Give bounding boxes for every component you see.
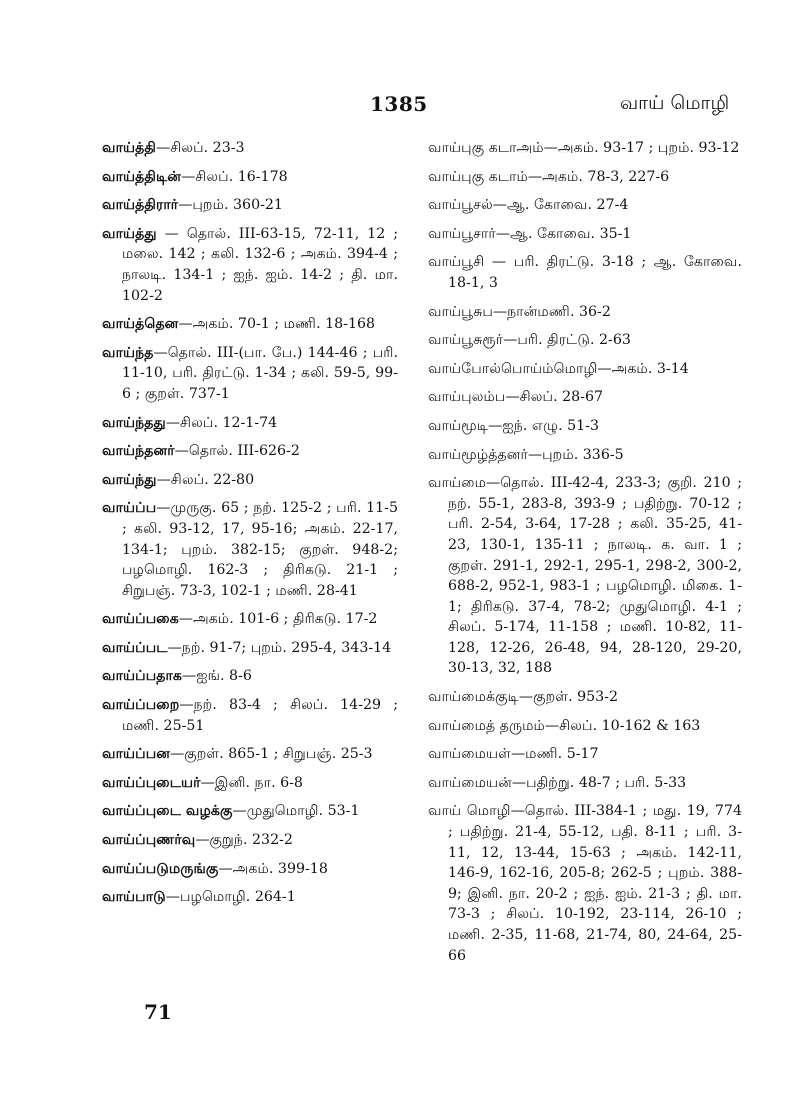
entry-headword: வாய்ப்பட [102,639,168,656]
entry-references: —சிலப். 28-67 [505,389,604,406]
entry-references: —தொல். III-(பா. பே.) 144-46 ; பரி. 11-10, பரி. திரட்டு. 1-34 ; கலி. 59-5, 99-6 ; குறள். 737-1 [122,344,398,402]
index-entry [428,445,742,466]
entry-headword: வாய்மை [428,475,486,492]
entry-headword: வாய்புலம்ப [428,389,506,406]
index-entry [428,359,742,380]
entry-references: — தொல். III-63-15, 72-11, 12 ; மலை. 142 ; கலி. 132-6 ; அகம். 394-4 ; நாலடி. 134-1 ; ஐந். ஐம். 14-2 ; தி. மா. 102-2 [122,225,398,304]
page-number: 1385 [370,92,428,116]
index-entry [102,638,398,659]
entry-headword: வாய்பூசார் [428,225,496,242]
left-column [102,138,398,916]
entry-headword: வாய்த்தி [102,140,157,156]
index-entry [428,167,742,188]
index-entry [102,666,398,687]
entry-references: —நற். 83-4 ; சிலப். 14-29 ; மணி. 25-51 [122,697,398,734]
entry-references: —புறம். 360-21 [178,197,283,214]
footer-number: 71 [144,1000,172,1024]
entry-headword: வாய் மொழி [428,803,511,820]
entry-headword: வாய்ப்புடையர் [102,774,201,791]
entry-headword: வாய்புகு கடாஅம் [428,140,544,156]
entry-references: —முருகு. 65 ; நற். 125-2 ; பரி. 11-5 ; கலி. 93-12, 17, 95-16; அகம். 22-17, 134-1; புறம். 382-15; குறள். 948-2; பழமொழி. 162-3 ; திரிகடு. 21-1 ; சிறுபஞ். 73-3, 102-1 ; மணி. 28-41 [122,500,398,599]
running-head: வாய் மொழி [620,92,730,114]
entry-references: —அகம். 101-6 ; திரிகடு. 17-2 [178,611,378,628]
index-entry [428,252,742,293]
entry-headword: வாய்மூடி [428,417,489,434]
entry-headword: வாய்பூசல் [428,197,493,214]
entry-headword: வாய்ப்ப [102,500,157,517]
entry-headword: வாய்த்து [102,225,157,242]
entry-headword: வாய்ப்புணர்வு [102,832,196,849]
index-entry [102,830,398,851]
entry-references: —தொல். III-42-4, 233-3; குறி. 210 ; நற். 55-1, 283-8, 393-9 ; பதிற்று. 70-12 ; பரி. 2-54, 3-64, 17-28 ; கலி. 35-25, 41-23, 130-1, 135-11 ; நாலடி. க. வா. 1 ; குறள். 291-1, 292-1, 295-1, 298-2, 300-2, 688-2, 952-1, 983-1 ; பழமொழி. மிகை. 1-1; திரிகடு. 37-4, 78-2; முதுமொழி. 4-1 ; சிலப். 5-174, 11-158 ; மணி. 10-82, 11-128, 12-26, 26-48, 94, 28-120, 29-20, 30-13, 32, 188 [448,475,742,677]
entry-headword: வாய்ந்தனர் [102,443,175,460]
index-entry [428,224,742,245]
entry-references: —சிலப். 12-1-74 [165,414,278,431]
entry-headword: வாய்த்திரார் [102,197,179,214]
entry-references: —சிலப். 16-178 [181,168,288,185]
entry-headword: வாய்ந்த [102,344,154,361]
entry-references: —புறம். 336-5 [527,446,624,463]
entry-references: —ஆ. கோவை. 35-1 [495,225,632,242]
entry-headword: வாய்த்தென [102,316,179,333]
index-entry [102,195,398,216]
index-entry [102,138,398,159]
index-entry [102,224,398,306]
entry-headword: வாய்பூசி [428,254,485,271]
entry-references: — பரி. திரட்டு. 3-18 ; ஆ. கோவை. 18-1, 3 [448,254,742,291]
index-entry [102,413,398,434]
index-entry [428,801,742,966]
index-entry [428,687,742,708]
entry-references: —பழமொழி. 264-1 [165,889,296,906]
entry-references: —நான்மணி. 36-2 [492,303,611,320]
entry-headword: வாய்மைக்குடி [428,689,519,706]
entry-references: —அகம். 78-3, 227-6 [527,168,670,185]
index-entry [102,441,398,462]
entry-references: —குறள். 865-1 ; சிறுபஞ். 25-3 [170,746,373,763]
index-entry [102,167,398,188]
entry-headword: வாய்ந்தது [102,414,166,431]
entry-headword: வாய்போல்பொய்ம்மொழி [428,360,598,377]
index-entry [102,470,398,491]
index-entry [428,744,742,765]
entry-references: —சிலப். 10-162 & 163 [544,717,701,734]
entry-references: —முதுமொழி. 53-1 [232,803,360,820]
entry-headword: வாய்ப்பகை [102,611,179,628]
index-entry [102,314,398,335]
entry-references: —அகம். 70-1 ; மணி. 18-168 [178,316,376,333]
entry-headword: வாய்பூசுரூர் [428,332,504,349]
index-entry [102,343,398,405]
entry-headword: வாய்பூசுப [428,303,493,320]
index-entry [102,498,398,601]
index-entry [428,195,742,216]
entry-references: —ஆ. கோவை. 27-4 [492,197,629,214]
entry-headword: வாய்ப்புடை வழக்கு [102,803,233,820]
index-entry [102,609,398,630]
index-entry [102,859,398,880]
entry-headword: வாய்ப்பறை [102,697,180,714]
entry-references: —இனி. நா. 6-8 [200,774,303,791]
entry-references: —நற். 91-7; புறம். 295-4, 343-14 [167,639,392,656]
entry-headword: வாய்த்திடின் [102,168,182,185]
entry-headword: வாய்ப்பன [102,746,171,763]
index-entry [428,387,742,408]
index-entry [428,330,742,351]
entry-references: —சிலப். 22-80 [156,471,255,488]
entry-references: —மணி. 5-17 [510,746,599,763]
entry-headword: வாய்மூழ்த்தனர் [428,446,528,463]
entry-references: —ஐந். எழு. 51-3 [488,417,599,434]
entry-references: —அகம். 399-18 [218,860,328,877]
entry-references: —குறள். 953-2 [518,689,618,706]
entry-references: —பரி. திரட்டு. 2-63 [503,332,631,349]
entry-references: —தொல். III-384-1 ; மது. 19, 774 ; பதிற்று. 21-4, 55-12, பதி. 8-11 ; பரி. 3-11, 12, 13-44, 15-63 ; அகம். 142-11, 146-9, 162-16, 205-8; 262-5 ; புறம். 388-9; இனி. நா. 20-2 ; ஐந். ஐம். 21-3 ; தி. மா. 73-3 ; சிலப். 10-192, 23-114, 26-10 ; மணி. 2-35, 11-68, 21-74, 80, 24-64, 25-66 [448,803,742,964]
entry-references: —அகம். 93-17 ; புறம். 93-12 [543,140,740,156]
entry-references: —சிலப். 23-3 [156,140,245,156]
entry-references: —தொல். III-626-2 [174,443,300,460]
entry-headword: வாய்மைத் தருமம் [428,717,545,734]
index-entry [428,416,742,437]
index-entry [428,773,742,794]
index-entry [102,773,398,794]
entry-headword: வாய்ந்து [102,471,157,488]
entry-headword: வாய்மையள் [428,746,511,763]
entry-references: —பதிற்று. 48-7 ; பரி. 5-33 [511,774,687,791]
entry-headword: வாய்பாடு [102,889,166,906]
index-entry [428,716,742,737]
index-entry [428,302,742,323]
entry-headword: வாய்ப்பதாக [102,668,182,685]
entry-headword: வாய்மையன் [428,774,512,791]
index-entry [102,695,398,736]
index-entry [102,744,398,765]
entry-references: —குறுந். 232-2 [195,832,293,849]
index-entry [428,138,742,159]
right-column [428,138,742,974]
index-entry [102,801,398,822]
entry-references: —ஐங். 8-6 [182,668,252,685]
entry-headword: வாய்புகு கடாம் [428,168,528,185]
entry-references: —அகம். 3-14 [597,360,689,377]
index-entry [428,473,742,679]
index-entry [102,887,398,908]
entry-headword: வாய்ப்படுமருங்கு [102,860,219,877]
